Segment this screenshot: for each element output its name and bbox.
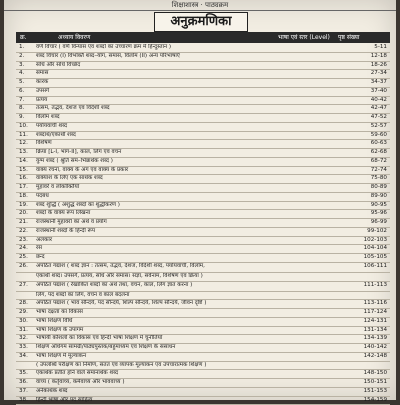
header-level: भाषा एवं स्तर (Level) xyxy=(278,32,330,43)
row-chapter: तत्सम, तद्भव, देशज एवं विदेशी शब्द xyxy=(36,105,328,113)
running-header: शिक्षाशास्त्र · पाठ्यक्रम xyxy=(4,0,396,11)
row-pages: 111-113 xyxy=(364,282,387,290)
row-chapter: विलोम शब्द xyxy=(36,114,328,122)
header-pages: पृष्ठ संख्या xyxy=(338,32,359,43)
row-chapter: शब्दार्थ/एकार्थी शब्द xyxy=(36,132,328,140)
row-number: 23. xyxy=(19,237,35,245)
row-chapter: ( उपलब्धि परीक्षण का निर्माण, सतत एवं व्यापक मूल्यांकन एवं उपचारात्मक शिक्षण ) xyxy=(36,362,328,370)
table-row xyxy=(16,300,390,309)
row-number: 8. xyxy=(19,105,35,113)
table-row xyxy=(16,70,390,79)
row-chapter: रस xyxy=(36,245,328,253)
row-chapter: एकार्थक प्रतीत होने वाले समानार्थक शब्द xyxy=(36,370,328,378)
row-number: 35. xyxy=(19,370,35,378)
row-pages: 106-111 xyxy=(364,263,387,271)
row-number: 21. xyxy=(19,219,35,227)
row-chapter: एकार्थी शब्द। उपसर्ग, प्रत्यय, संधि और समास। संज्ञा, सर्वनाम, विशेषण एवं क्रिया ) xyxy=(36,273,328,281)
table-row xyxy=(16,105,390,114)
contents-table xyxy=(16,44,390,405)
table-row xyxy=(16,202,390,211)
row-pages: 134-139 xyxy=(364,335,387,343)
row-pages: 154-159 xyxy=(364,397,387,405)
table-row xyxy=(16,237,390,246)
table-row xyxy=(16,282,390,292)
row-number: 24. xyxy=(19,245,35,253)
table-row xyxy=(16,132,390,141)
row-chapter: भाषा शिक्षण में मूल्यांकन xyxy=(36,353,328,361)
row-chapter: अपठित पद्यांश ( रेखांकित शब्दों का अर्थ तथा, वचन, काल, लिंग ज्ञात करना ) xyxy=(36,282,328,290)
row-pages: 62-68 xyxy=(371,149,387,157)
row-chapter: शब्दों के वाक्य रूप लिखना xyxy=(36,210,328,218)
row-pages: 102-103 xyxy=(364,237,387,245)
row-number: 13. xyxy=(19,149,35,157)
row-chapter: भाषायी कौशलों का विकास एवं हिन्दी भाषा शिक्षण में चुनौतियाँ xyxy=(36,335,328,343)
table-row xyxy=(16,44,390,53)
row-chapter: प्रत्यय xyxy=(36,97,328,105)
row-pages: 96-99 xyxy=(371,219,387,227)
row-chapter: अपठित गद्यांश ( शब्द ज्ञान : तत्सम, तद्भव, देशज, विदेशी शब्द, पर्यायवाची, विलोम, xyxy=(36,263,328,271)
row-chapter: भाषा दक्षता का विकास xyxy=(36,309,328,317)
row-chapter: लिंग, पद शब्दों का लिंग, वचन व काल बदलना xyxy=(36,292,328,300)
row-pages: 52-57 xyxy=(371,123,387,131)
row-chapter: राजस्थानी शब्दों के हिन्दी रूप xyxy=(36,228,328,236)
table-row xyxy=(16,263,390,273)
row-number: 9. xyxy=(19,114,35,122)
row-pages: 42-47 xyxy=(371,105,387,113)
table-row xyxy=(16,318,390,327)
table-row xyxy=(16,254,390,263)
table-row xyxy=(16,140,390,149)
row-number: 5. xyxy=(19,79,35,87)
row-pages: 95-96 xyxy=(371,210,387,218)
row-number: 30. xyxy=(19,318,35,326)
row-chapter: भाषा शिक्षण विधि xyxy=(36,318,328,326)
row-chapter: शब्द विचार (I) विभक्ति शब्द–योग, समास, विलोम (II) अन्य परिभाषाएँ xyxy=(36,53,328,61)
row-number: 6. xyxy=(19,88,35,96)
table-row xyxy=(16,327,390,336)
table-row xyxy=(16,167,390,176)
row-number: 36. xyxy=(19,379,35,387)
row-pages: 117-124 xyxy=(364,309,387,317)
row-chapter: वर्ण विचार ( वर्ण विन्यास एवं शब्दों का उच्चारण क्रम में हिन्दुस्तान ) xyxy=(36,44,328,52)
table-row xyxy=(16,379,390,388)
row-pages: 72-74 xyxy=(371,167,387,175)
row-number: 26. xyxy=(19,263,35,271)
row-pages: 131-134 xyxy=(364,327,387,335)
row-chapter: राजस्थानी मुहावरों का अर्थ व प्रयोग xyxy=(36,219,328,227)
table-row xyxy=(16,79,390,88)
row-number: 34. xyxy=(19,353,35,361)
row-chapter: युग्म शब्द ( श्रुति सम–भिन्नार्थक शब्द ) xyxy=(36,158,328,166)
row-pages: 5-11 xyxy=(374,44,387,52)
row-chapter: छन्द xyxy=(36,254,328,262)
row-pages: 75-80 xyxy=(371,175,387,183)
row-pages: 140-142 xyxy=(364,344,387,352)
row-chapter: पदबंध xyxy=(36,193,328,201)
header-number: क्र. xyxy=(20,32,27,43)
table-row xyxy=(16,219,390,228)
row-number: 17. xyxy=(19,184,35,192)
row-pages: 18-26 xyxy=(371,62,387,70)
row-pages: 148-150 xyxy=(364,370,387,378)
row-chapter: वाच्य ( कर्तृवाच्य, कर्मवाच्य और भाववाच्य ) xyxy=(36,379,328,387)
row-number: 18. xyxy=(19,193,35,201)
row-pages: 142-148 xyxy=(364,353,387,361)
table-row xyxy=(16,309,390,318)
row-number: 4. xyxy=(19,70,35,78)
table-row xyxy=(16,335,390,344)
table-row xyxy=(16,184,390,193)
row-number: 12. xyxy=(19,140,35,148)
document-page xyxy=(4,0,396,400)
row-pages: 99-102 xyxy=(367,228,387,236)
table-row xyxy=(16,114,390,123)
table-row xyxy=(16,158,390,167)
row-chapter: अनेकार्थक शब्द xyxy=(36,388,328,396)
table-row xyxy=(16,123,390,132)
row-number: 25. xyxy=(19,254,35,262)
row-number: 15. xyxy=(19,167,35,175)
row-pages: 34-37 xyxy=(371,79,387,87)
row-number: 11. xyxy=(19,132,35,140)
row-number: 29. xyxy=(19,309,35,317)
table-row xyxy=(16,370,390,379)
row-number: 33. xyxy=(19,344,35,352)
row-chapter: वाक्य रचना, वाक्य के अंग एवं वाक्य के प्रकार xyxy=(36,167,328,175)
table-row xyxy=(16,175,390,184)
row-chapter: शिक्षण अधिगम सामग्री/पाठ्यपुस्तक/बहुमाध्यम एवं शिक्षण के संसाधन xyxy=(36,344,328,352)
row-chapter: अलंकार xyxy=(36,237,328,245)
row-pages: 12-18 xyxy=(371,53,387,61)
row-pages: 60-63 xyxy=(371,140,387,148)
table-row xyxy=(16,353,390,362)
row-number: 27. xyxy=(19,282,35,290)
row-pages: 68-72 xyxy=(371,158,387,166)
row-chapter: हिन्दी भाषा और पद साहित्य xyxy=(36,397,328,405)
row-number: 1. xyxy=(19,44,35,52)
table-row xyxy=(16,362,390,371)
table-row xyxy=(16,193,390,202)
table-header xyxy=(16,32,390,43)
row-pages: 47-52 xyxy=(371,114,387,122)
table-row xyxy=(16,245,390,254)
row-pages: 151-153 xyxy=(364,388,387,396)
row-pages: 113-116 xyxy=(364,300,387,308)
row-pages: 124-131 xyxy=(364,318,387,326)
row-pages: 40-42 xyxy=(371,97,387,105)
row-pages: 80-89 xyxy=(371,184,387,192)
row-number: 16. xyxy=(19,175,35,183)
row-number: 2. xyxy=(19,53,35,61)
row-chapter: अपठित पद्यांश ( भाव सौन्दर्य, पद सौन्दर्य, शिल्प सौन्दर्य, शिल्प सौन्दर्य, जीवन दृष्टि ) xyxy=(36,300,328,308)
row-chapter: पर्यायवाची शब्द xyxy=(36,123,328,131)
table-row xyxy=(16,388,390,397)
row-chapter: क्रिया [L-I, भाग-II], काल, लिंग एवं वचन xyxy=(36,149,328,157)
row-chapter: वाक्यांश के लिए एक सार्थक शब्द xyxy=(36,175,328,183)
row-chapter: भाषा शिक्षण के उपागम xyxy=(36,327,328,335)
row-chapter: विशेषण xyxy=(36,140,328,148)
row-chapter: समास xyxy=(36,70,328,78)
row-number: 32. xyxy=(19,335,35,343)
table-row xyxy=(16,97,390,106)
row-number: 14. xyxy=(19,158,35,166)
row-pages: 105-105 xyxy=(364,254,387,262)
row-number: 20. xyxy=(19,210,35,218)
row-pages: 89-90 xyxy=(371,193,387,201)
row-pages: 59-60 xyxy=(371,132,387,140)
row-pages: 37-40 xyxy=(371,88,387,96)
row-number: 7. xyxy=(19,97,35,105)
table-row xyxy=(16,273,390,282)
row-chapter: कारक xyxy=(36,79,328,87)
row-number: 37. xyxy=(19,388,35,396)
row-pages: 150-151 xyxy=(364,379,387,387)
row-pages: 90-95 xyxy=(371,202,387,210)
table-row xyxy=(16,88,390,97)
row-pages: 27-34 xyxy=(371,70,387,78)
row-chapter: मुहावरे व लोकोक्तियाँ xyxy=(36,184,328,192)
row-number: 38. xyxy=(19,397,35,405)
row-number: 28. xyxy=(19,300,35,308)
table-row xyxy=(16,344,390,353)
page-title: अनुक्रमणिका xyxy=(154,12,248,32)
row-pages: 104-104 xyxy=(364,245,387,253)
table-row xyxy=(16,62,390,71)
row-chapter: संधि और संधि विच्छेद xyxy=(36,62,328,70)
row-number: 3. xyxy=(19,62,35,70)
table-row xyxy=(16,210,390,219)
table-row xyxy=(16,228,390,237)
row-chapter: उपसर्ग xyxy=(36,88,328,96)
row-number: 10. xyxy=(19,123,35,131)
table-row xyxy=(16,397,390,405)
row-number: 31. xyxy=(19,327,35,335)
row-chapter: शब्द शुद्धि ( अशुद्ध शब्दों का शुद्धीकरण ) xyxy=(36,202,328,210)
row-number: 19. xyxy=(19,202,35,210)
table-row xyxy=(16,53,390,62)
table-row xyxy=(16,292,390,301)
table-row xyxy=(16,149,390,158)
header-chapter: अध्याय विवरण xyxy=(58,32,90,43)
row-number: 22. xyxy=(19,228,35,236)
